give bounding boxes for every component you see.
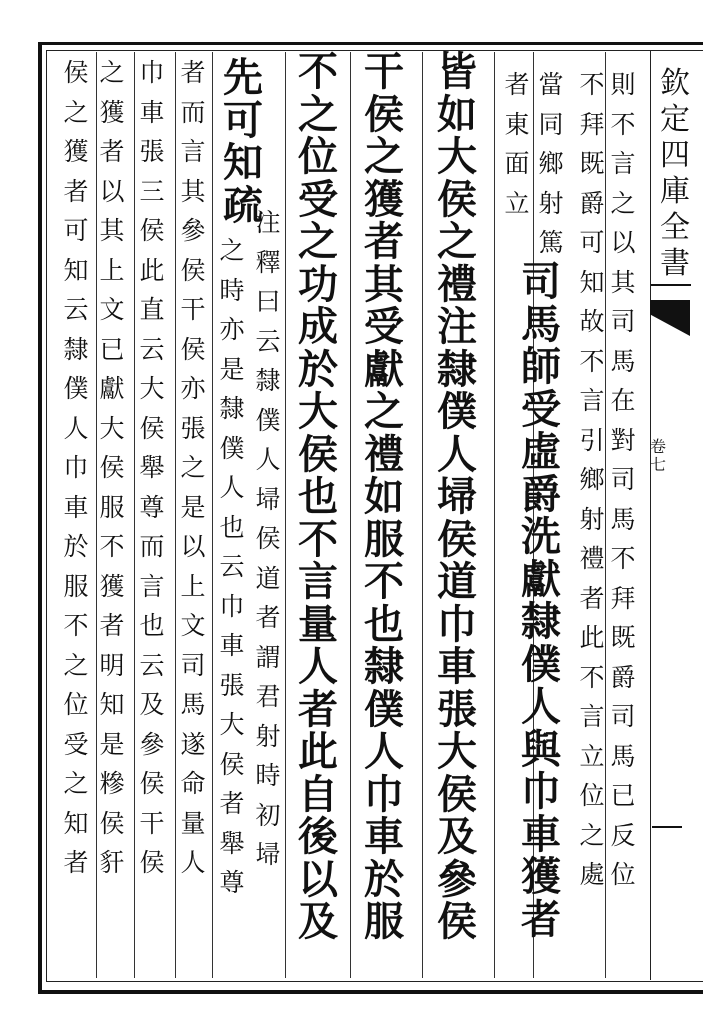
- character: 曰: [255, 287, 281, 316]
- character: 是: [99, 729, 125, 759]
- character: 時: [255, 761, 281, 790]
- character: 車: [219, 631, 245, 660]
- column-rule-line: [175, 52, 176, 978]
- character: 不: [610, 544, 636, 573]
- character: 云: [139, 650, 165, 680]
- character: 故: [579, 307, 605, 336]
- character: 注: [255, 208, 281, 237]
- character: 巾: [364, 770, 404, 818]
- character: 人: [63, 413, 89, 443]
- character: 既: [610, 623, 636, 652]
- character: 者: [63, 848, 89, 877]
- character: 之: [219, 236, 245, 265]
- character: 言: [579, 386, 605, 415]
- character: 以: [99, 176, 125, 206]
- character: 是: [180, 492, 206, 522]
- character: 隸: [521, 598, 561, 645]
- margin-volume-label: 卷 七: [650, 437, 667, 474]
- character: 張: [219, 670, 245, 700]
- character: 師: [521, 343, 561, 390]
- character: 僕: [219, 433, 245, 463]
- character: 在: [610, 386, 636, 415]
- character: 埽: [437, 473, 477, 520]
- character: 者: [298, 685, 338, 733]
- character: 人: [437, 430, 477, 478]
- character: 禮: [364, 430, 404, 478]
- character: 爵: [521, 470, 561, 518]
- character: 人: [180, 848, 206, 877]
- character: 同: [538, 109, 564, 139]
- character: 司: [180, 650, 206, 680]
- character: 車: [437, 643, 477, 690]
- character: 云: [63, 295, 89, 324]
- character: 篤: [538, 228, 564, 257]
- character: 及: [298, 898, 338, 945]
- character: 不: [579, 70, 605, 99]
- character: 以: [610, 228, 636, 257]
- character: 處: [579, 860, 605, 889]
- character: 干: [180, 295, 206, 324]
- character: 先: [223, 54, 263, 101]
- character: 者: [255, 603, 281, 632]
- character: 其: [364, 260, 404, 308]
- character: 獲: [63, 137, 89, 166]
- character: 受: [521, 385, 561, 433]
- character: 自: [298, 770, 338, 818]
- character: 大: [219, 710, 245, 739]
- commentary-column: [217, 238, 247, 910]
- character: 舉: [219, 828, 245, 858]
- character: 大: [99, 413, 125, 443]
- character: 受: [364, 303, 404, 350]
- character: 尊: [219, 868, 245, 897]
- character: 亦: [180, 374, 206, 403]
- character: 舉: [139, 453, 165, 482]
- character: 知: [579, 267, 605, 297]
- character: 侯: [437, 898, 477, 945]
- character: 侯: [99, 453, 125, 482]
- character: 言: [139, 571, 165, 601]
- character: 參: [139, 729, 165, 759]
- character: 侯: [180, 334, 206, 364]
- commentary-column: [608, 72, 638, 902]
- character: 云: [219, 552, 245, 581]
- character: 射: [255, 721, 281, 751]
- main-text-column: [518, 258, 564, 943]
- character: 侯: [180, 255, 206, 285]
- character: 不: [364, 558, 404, 605]
- character: 者: [63, 176, 89, 206]
- character: 鄉: [538, 149, 564, 178]
- character: 言: [180, 137, 206, 166]
- character: 位: [63, 690, 89, 719]
- commentary-column: [178, 60, 208, 890]
- character: 之: [579, 820, 605, 850]
- character: 隸: [219, 394, 245, 423]
- character: 服: [63, 571, 89, 601]
- character: 之: [180, 453, 206, 482]
- character: 於: [298, 345, 338, 393]
- character: 釋: [255, 247, 281, 277]
- character: 獲: [521, 853, 561, 900]
- character: 不: [298, 48, 338, 95]
- character: 遂: [180, 729, 206, 759]
- character: 侯: [219, 749, 245, 779]
- character: 虛: [521, 428, 561, 475]
- character: 侯: [437, 770, 477, 818]
- character: 反: [610, 820, 636, 850]
- character: 初: [255, 800, 281, 830]
- column-rule-line: [285, 52, 286, 978]
- column-rule-line: [422, 52, 423, 978]
- character: 司: [521, 258, 561, 305]
- character: 射: [538, 188, 564, 218]
- character: 爵: [579, 188, 605, 218]
- character: 命: [180, 769, 206, 798]
- character: 者: [579, 583, 605, 613]
- character: 時: [219, 275, 245, 305]
- character: 隸: [255, 366, 281, 395]
- character: 此: [298, 728, 338, 775]
- commentary-column: [253, 210, 283, 882]
- character: 云: [255, 326, 281, 356]
- commentary-column: [97, 60, 127, 890]
- character: 立: [504, 188, 530, 218]
- character: 鄉: [579, 465, 605, 494]
- character: 之: [610, 188, 636, 218]
- character: 糝: [99, 769, 125, 798]
- main-text-column: [361, 48, 407, 945]
- character: 三: [139, 176, 165, 206]
- character: 亦: [219, 315, 245, 344]
- character: 隸: [63, 334, 89, 364]
- character: 者: [99, 137, 125, 166]
- character: 當: [538, 70, 564, 99]
- character: 者: [180, 58, 206, 87]
- character: 不: [298, 515, 338, 563]
- margin-bottom-mark: [652, 826, 682, 828]
- character: 射: [579, 504, 605, 534]
- character: 大: [298, 388, 338, 435]
- character: 者: [99, 611, 125, 640]
- character: 受: [298, 175, 338, 223]
- character: 車: [521, 810, 561, 858]
- character: 干: [364, 48, 404, 95]
- character: 司: [610, 307, 636, 336]
- character: 於: [63, 532, 89, 561]
- character: 之: [298, 218, 338, 265]
- character: 巾: [63, 453, 89, 482]
- character: 知: [63, 255, 89, 285]
- character: 已: [610, 781, 636, 810]
- character: 以: [298, 855, 338, 903]
- character: 後: [298, 813, 338, 860]
- character: 拜: [579, 109, 605, 139]
- character: 僕: [255, 405, 281, 435]
- character: 人: [219, 473, 245, 502]
- character: 也: [364, 600, 404, 648]
- character: 侯: [139, 769, 165, 798]
- character: 埽: [255, 840, 281, 869]
- character: 隸: [437, 345, 477, 393]
- character: 成: [298, 303, 338, 350]
- character: 其: [610, 267, 636, 297]
- column-rule-line: [494, 52, 495, 978]
- character: 者: [364, 218, 404, 265]
- character: 可: [579, 228, 605, 257]
- character: 不: [99, 532, 125, 561]
- main-text-column: [220, 54, 266, 229]
- character: 知: [223, 139, 263, 186]
- character: 面: [504, 149, 530, 178]
- character: 者: [521, 895, 561, 943]
- character: 禮: [437, 260, 477, 308]
- character: 之: [63, 97, 89, 127]
- fishtail-rule: [651, 284, 691, 286]
- character: 張: [180, 413, 206, 443]
- character: 位: [579, 781, 605, 810]
- character: 則: [610, 70, 636, 99]
- character: 之: [298, 90, 338, 138]
- character: 侯: [139, 848, 165, 877]
- character: 文: [99, 295, 125, 324]
- character: 馬: [610, 504, 636, 534]
- character: 侯: [139, 216, 165, 245]
- character: 其: [180, 176, 206, 206]
- character: 侯: [298, 430, 338, 478]
- character: 司: [610, 465, 636, 494]
- character: 獻: [99, 374, 125, 403]
- character: 引: [579, 425, 605, 455]
- character: 人: [364, 728, 404, 775]
- character: 馬: [521, 300, 561, 348]
- character: 獲: [99, 571, 125, 601]
- character: 上: [180, 571, 206, 601]
- margin-book-title: 欽 定 四 庫 全 書: [660, 66, 690, 281]
- character: 對: [610, 425, 636, 455]
- character: 侯: [255, 524, 281, 553]
- character: 車: [63, 492, 89, 522]
- character: 不: [610, 109, 636, 139]
- character: 之: [364, 388, 404, 435]
- character: 立: [579, 741, 605, 771]
- commentary-column: [577, 72, 607, 902]
- character: 如: [364, 473, 404, 520]
- character: 參: [180, 216, 206, 245]
- character: 馬: [180, 690, 206, 719]
- margin-divider: [650, 50, 651, 980]
- character: 參: [437, 855, 477, 903]
- main-text-column: [434, 48, 480, 945]
- character: 於: [364, 855, 404, 903]
- character: 禮: [579, 544, 605, 573]
- character: 文: [180, 611, 206, 640]
- character: 人: [298, 643, 338, 690]
- character: 大: [437, 728, 477, 775]
- character: 干: [139, 808, 165, 838]
- character: 巾: [521, 768, 561, 815]
- character: 以: [180, 532, 206, 561]
- character: 之: [99, 58, 125, 87]
- character: 侯: [99, 808, 125, 838]
- column-rule-line: [134, 52, 135, 978]
- character: 人: [521, 683, 561, 730]
- character: 者: [219, 789, 245, 818]
- character: 也: [139, 611, 165, 640]
- character: 司: [610, 702, 636, 731]
- character: 知: [99, 690, 125, 719]
- character: 此: [139, 255, 165, 285]
- character: 是: [219, 354, 245, 384]
- character: 巾: [139, 58, 165, 87]
- character: 隸: [364, 643, 404, 690]
- character: 僕: [437, 388, 477, 435]
- character: 明: [99, 650, 125, 680]
- character: 受: [63, 729, 89, 759]
- character: 上: [99, 255, 125, 285]
- character: 既: [579, 149, 605, 178]
- character: 僕: [63, 374, 89, 403]
- character: 服: [364, 515, 404, 563]
- character: 獻: [521, 555, 561, 603]
- character: 直: [139, 295, 165, 324]
- character: 獻: [364, 345, 404, 393]
- character: 者: [504, 70, 530, 99]
- character: 大: [139, 374, 165, 403]
- character: 不: [63, 611, 89, 640]
- character: 道: [437, 558, 477, 605]
- character: 侯: [63, 58, 89, 87]
- main-text-column: [295, 48, 341, 945]
- character: 侯: [139, 413, 165, 443]
- character: 人: [255, 445, 281, 474]
- character: 爵: [610, 662, 636, 692]
- character: 張: [437, 685, 477, 733]
- character: 獲: [99, 97, 125, 127]
- character: 車: [364, 813, 404, 860]
- character: 大: [437, 133, 477, 180]
- character: 其: [99, 216, 125, 245]
- character: 洗: [521, 513, 561, 560]
- character: 如: [437, 90, 477, 138]
- character: 東: [504, 109, 530, 139]
- character: 服: [364, 898, 404, 945]
- column-rule-line: [350, 52, 351, 978]
- character: 埽: [255, 484, 281, 514]
- character: 量: [180, 808, 206, 838]
- character: 侯: [437, 175, 477, 223]
- commentary-column: [536, 72, 566, 270]
- commentary-column: [502, 72, 532, 230]
- character: 巾: [437, 600, 477, 648]
- character: 君: [255, 682, 281, 711]
- character: 而: [180, 97, 206, 127]
- commentary-column: [61, 60, 91, 890]
- character: 道: [255, 563, 281, 593]
- character: 注: [437, 303, 477, 350]
- column-rule-line: [212, 52, 213, 978]
- character: 張: [139, 137, 165, 166]
- character: 位: [298, 133, 338, 180]
- character: 知: [63, 808, 89, 838]
- character: 已: [99, 334, 125, 364]
- character: 馬: [610, 741, 636, 771]
- character: 豻: [99, 848, 125, 877]
- character: 謂: [255, 642, 281, 672]
- character: 之: [437, 218, 477, 265]
- character: 侯: [437, 515, 477, 563]
- character: 疏: [223, 181, 263, 229]
- commentary-column: [137, 60, 167, 890]
- character: 不: [579, 346, 605, 376]
- character: 僕: [521, 640, 561, 688]
- character: 尊: [139, 492, 165, 522]
- character: 也: [219, 512, 245, 542]
- character: 云: [139, 334, 165, 364]
- character: 及: [437, 813, 477, 860]
- character: 及: [139, 690, 165, 719]
- character: 服: [99, 492, 125, 522]
- character: 之: [63, 650, 89, 680]
- character: 此: [579, 623, 605, 652]
- character: 言: [579, 702, 605, 731]
- character: 侯: [364, 90, 404, 138]
- character: 之: [364, 133, 404, 180]
- character: 可: [63, 216, 89, 245]
- character: 言: [610, 149, 636, 178]
- character: 不: [579, 662, 605, 692]
- character: 之: [63, 769, 89, 798]
- character: 言: [298, 558, 338, 605]
- character: 量: [298, 600, 338, 648]
- character: 僕: [364, 685, 404, 733]
- character: 車: [139, 97, 165, 127]
- character: 馬: [610, 346, 636, 376]
- character: 功: [298, 260, 338, 308]
- character: 而: [139, 532, 165, 561]
- character: 獲: [364, 175, 404, 223]
- character: 巾: [219, 591, 245, 621]
- character: 與: [521, 725, 561, 773]
- character: 位: [610, 860, 636, 889]
- character: 也: [298, 473, 338, 520]
- character: 拜: [610, 583, 636, 613]
- character: 皆: [437, 48, 477, 95]
- character: 可: [223, 96, 263, 144]
